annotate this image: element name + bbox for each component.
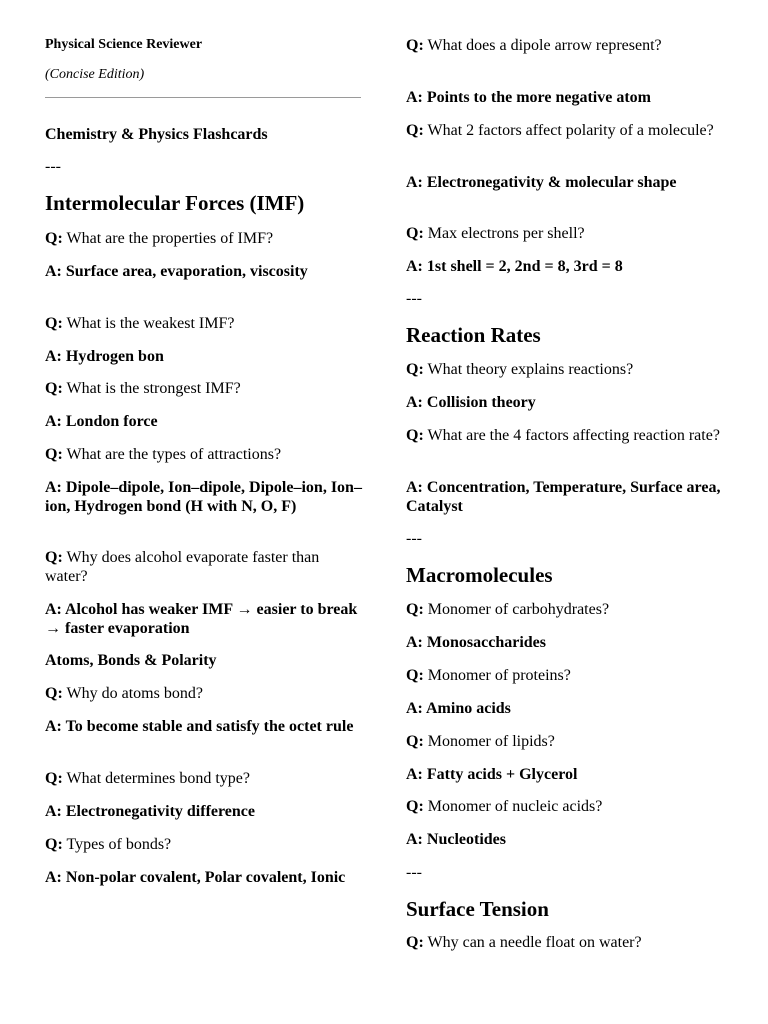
q-label: Q: xyxy=(406,798,424,815)
q-label: Q: xyxy=(45,315,63,332)
answer: A: Hydrogen bon xyxy=(45,348,164,365)
q-label: Q: xyxy=(406,122,424,139)
section-title-atoms: Atoms, Bonds & Polarity xyxy=(45,652,217,669)
question-text: Max electrons per shell? xyxy=(427,225,585,242)
question-text: What are the types of attractions? xyxy=(66,446,282,463)
answer: A: Nucleotides xyxy=(406,831,506,848)
answer: A: To become stable and satisfy the octet rule xyxy=(45,718,354,735)
answer: A: Surface area, evaporation, viscosity xyxy=(45,263,308,280)
question xyxy=(45,380,363,399)
question-text: Monomer of proteins? xyxy=(427,667,571,684)
q-label: Q: xyxy=(406,667,424,684)
question-text: What does a dipole arrow represent? xyxy=(427,37,662,54)
section-title-surface-tension: Surface Tension xyxy=(406,897,549,921)
question xyxy=(45,446,363,465)
question-text: What are the properties of IMF? xyxy=(66,230,274,247)
question xyxy=(406,427,726,446)
question xyxy=(45,770,363,789)
question xyxy=(406,798,726,817)
q-label: Q: xyxy=(406,601,424,618)
flashcards-heading: Chemistry & Physics Flashcards xyxy=(45,126,268,143)
q-label: Q: xyxy=(45,685,63,702)
question-text: What 2 factors affect polarity of a molecule? xyxy=(427,122,714,139)
question-text: Why can a needle float on water? xyxy=(427,934,642,951)
question xyxy=(406,667,726,686)
answer: A: Non-polar covalent, Polar covalent, Ionic xyxy=(45,869,346,886)
section-title-macromolecules: Macromolecules xyxy=(406,563,553,587)
q-label: Q: xyxy=(45,549,63,566)
q-label: Q: xyxy=(406,225,424,242)
answer: A: Alcohol has weaker IMF → easier to break → faster evaporation xyxy=(45,601,358,637)
q-label: Q: xyxy=(45,380,63,397)
question xyxy=(45,836,363,855)
document-subtitle: (Concise Edition) xyxy=(45,67,145,82)
question-text: What is the strongest IMF? xyxy=(66,380,241,397)
question-text: Why does alcohol evaporate faster than water? xyxy=(45,549,320,585)
question xyxy=(45,685,363,704)
question xyxy=(45,549,363,586)
q-label: Q: xyxy=(406,934,424,951)
title-divider xyxy=(45,97,361,98)
q-label: Q: xyxy=(45,770,63,787)
answer: A: Dipole–dipole, Ion–dipole, Dipole–ion, Ion–ion, Hydrogen bond (H with N, O, F) xyxy=(45,479,362,515)
answer: A: Points to the more negative atom xyxy=(406,89,651,106)
document-title: Physical Science Reviewer xyxy=(45,37,203,52)
question-text: Types of bonds? xyxy=(66,836,172,853)
answer: A: Collision theory xyxy=(406,394,536,411)
answer: A: Monosaccharides xyxy=(406,634,546,651)
section-title-reaction-rates: Reaction Rates xyxy=(406,323,541,347)
question xyxy=(406,122,726,141)
answer: A: London force xyxy=(45,413,158,430)
q-label: Q: xyxy=(406,37,424,54)
question-text: What are the 4 factors affecting reaction rate? xyxy=(427,427,720,444)
question-text: What determines bond type? xyxy=(66,770,250,787)
question xyxy=(406,601,726,620)
answer: A: Fatty acids + Glycerol xyxy=(406,766,578,783)
q-label: Q: xyxy=(406,733,424,750)
section-separator: --- xyxy=(45,158,61,175)
question xyxy=(406,225,726,244)
answer: A: Amino acids xyxy=(406,700,511,717)
answer: A: 1st shell = 2, 2nd = 8, 3rd = 8 xyxy=(406,258,623,275)
q-label: Q: xyxy=(45,230,63,247)
q-label: Q: xyxy=(406,427,424,444)
question xyxy=(406,37,726,56)
question-text: Why do atoms bond? xyxy=(66,685,203,702)
question xyxy=(406,733,726,752)
question-text: Monomer of carbohydrates? xyxy=(427,601,610,618)
section-separator: --- xyxy=(406,290,422,307)
question-text: Monomer of nucleic acids? xyxy=(427,798,603,815)
q-label: Q: xyxy=(406,361,424,378)
question xyxy=(406,934,726,953)
question-text: What is the weakest IMF? xyxy=(66,315,235,332)
answer: A: Electronegativity & molecular shape xyxy=(406,174,677,191)
q-label: Q: xyxy=(45,446,63,463)
answer: A: Electronegativity difference xyxy=(45,803,256,820)
question-text: Monomer of lipids? xyxy=(427,733,555,750)
question xyxy=(45,315,363,334)
answer: A: Concentration, Temperature, Surface area, Catalyst xyxy=(406,479,721,515)
question xyxy=(45,230,363,249)
section-separator: --- xyxy=(406,530,422,547)
section-title-imf: Intermolecular Forces (IMF) xyxy=(45,191,305,215)
question xyxy=(406,361,726,380)
q-label: Q: xyxy=(45,836,63,853)
section-separator: --- xyxy=(406,864,422,881)
question-text: What theory explains reactions? xyxy=(427,361,634,378)
